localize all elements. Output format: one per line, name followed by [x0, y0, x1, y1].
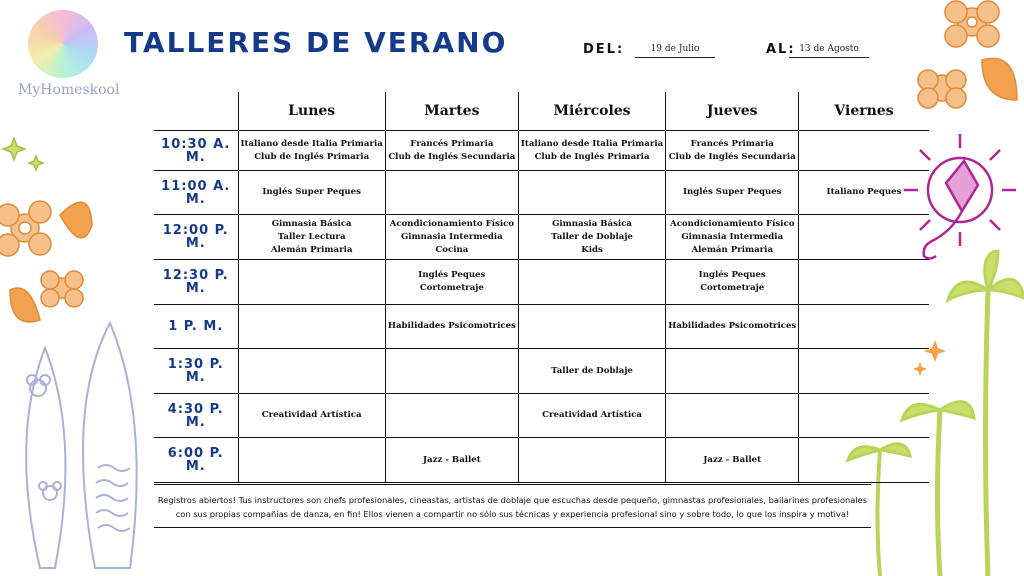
- day-header: Miércoles: [518, 92, 665, 131]
- class-cell: [385, 131, 518, 171]
- class-name: Gimnasia Intermedia: [681, 231, 784, 242]
- day-header: Jueves: [666, 92, 799, 131]
- time-cell: 1:30 P. M.: [154, 349, 238, 394]
- class-cell: [385, 349, 518, 394]
- class-cell: [238, 171, 385, 215]
- class-cell: [799, 349, 929, 394]
- time-cell: 6:00 P. M.: [154, 438, 238, 483]
- class-name: Taller de Doblaje: [551, 365, 633, 376]
- class-cell: [518, 349, 665, 394]
- class-cell: [799, 131, 929, 171]
- class-cell: [666, 394, 799, 438]
- class-cell: [385, 438, 518, 483]
- time-cell: 12:00 P. M.: [154, 215, 238, 260]
- class-name: Francés Primaria: [410, 138, 494, 149]
- logo-text: MyHomeskool: [18, 82, 120, 98]
- class-name: Acondicionamiento Físico: [389, 218, 515, 229]
- time-cell: 1 P. M.: [154, 305, 238, 349]
- class-cell: [518, 438, 665, 483]
- footer-text: Registros abiertos! Tus instructores son chefs profesionales, cineastas, artistas de doblaje que escuchas desde pequeño, gimnastas profesionales, bailarines profesionales con sus propias compañías de danza, en fin! Ellos vienen a compartir no sólo sus técnicas y experiencia profesional sino y sobre todo, lo que los inspira y motiva!: [154, 484, 871, 528]
- table-row: [154, 131, 929, 171]
- class-name: Club de Inglés Primaria: [534, 151, 650, 162]
- al-label: AL:: [766, 42, 796, 57]
- table-row: [154, 171, 929, 215]
- class-cell: [238, 215, 385, 260]
- class-name: Taller de Doblaje: [551, 231, 633, 242]
- class-name: Habilidades Psicomotrices: [668, 321, 797, 331]
- day-header: Viernes: [799, 92, 929, 131]
- class-cell: [238, 260, 385, 305]
- class-cell: [385, 305, 518, 349]
- class-cell: [238, 305, 385, 349]
- class-name: Kids: [581, 244, 603, 255]
- class-cell: [385, 215, 518, 260]
- class-cell: [518, 305, 665, 349]
- class-cell: [518, 394, 665, 438]
- class-cell: [799, 438, 929, 483]
- class-cell: [799, 215, 929, 260]
- class-cell: [666, 131, 799, 171]
- class-name: Italiano desde Italia Primaria: [520, 138, 664, 149]
- logo: [18, 10, 120, 98]
- class-name: Club de Inglés Secundaria: [388, 151, 516, 162]
- class-name: Inglés Super Peques: [682, 187, 782, 197]
- table-row: [154, 438, 929, 483]
- class-cell: [799, 260, 929, 305]
- time-cell: 10:30 A. M.: [154, 131, 238, 171]
- header-row: [154, 92, 929, 131]
- class-name: Alemán Primaria: [691, 244, 774, 255]
- class-cell: [238, 394, 385, 438]
- class-name: Acondicionamiento Físico: [670, 218, 795, 229]
- day-header: Lunes: [238, 92, 385, 131]
- class-name: Club de Inglés Primaria: [254, 151, 370, 162]
- class-name: Cortometraje: [700, 283, 765, 293]
- class-name: Francés Primaria: [690, 138, 774, 149]
- table-row: [154, 349, 929, 394]
- class-cell: [666, 260, 799, 305]
- class-name: Inglés Super Peques: [262, 187, 361, 197]
- class-name: Cocina: [435, 244, 469, 255]
- class-name: Jazz - Ballet: [422, 454, 481, 465]
- class-cell: [238, 349, 385, 394]
- class-cell: [238, 438, 385, 483]
- table-row: [154, 394, 929, 438]
- del-label: DEL:: [583, 42, 625, 57]
- class-cell: [666, 438, 799, 483]
- time-cell: 12:30 P. M.: [154, 260, 238, 305]
- class-name: Gimnasia Básica: [552, 218, 632, 229]
- table-row: [154, 215, 929, 260]
- surfboard-icon: [10, 318, 150, 576]
- class-cell: [238, 131, 385, 171]
- class-cell: [385, 171, 518, 215]
- corner-cell: [154, 92, 238, 131]
- class-cell: [666, 305, 799, 349]
- page-title: TALLERES DE VERANO: [124, 26, 508, 59]
- class-cell: [666, 349, 799, 394]
- class-cell: [518, 215, 665, 260]
- class-cell: [666, 215, 799, 260]
- class-cell: [799, 394, 929, 438]
- class-name: Jazz - Ballet: [703, 454, 762, 465]
- class-name: Inglés Peques: [418, 270, 486, 280]
- del-value: 19 de Julio: [635, 44, 715, 58]
- class-name: Italiano Peques: [826, 187, 902, 197]
- class-name: Alemán Primaria: [270, 244, 353, 255]
- flower-icon: [912, 0, 1024, 125]
- table-row: [154, 260, 929, 305]
- class-name: Gimnasia Básica: [271, 218, 352, 229]
- class-name: Gimnasia Intermedia: [400, 231, 503, 242]
- class-cell: [799, 305, 929, 349]
- class-cell: [518, 131, 665, 171]
- logo-icon: [28, 10, 98, 78]
- table-row: [154, 305, 929, 349]
- class-name: Taller Lectura: [277, 231, 346, 242]
- class-cell: [518, 260, 665, 305]
- class-cell: [385, 260, 518, 305]
- class-name: Creatividad Artística: [542, 410, 642, 420]
- class-cell: [799, 171, 929, 215]
- class-name: Cortometraje: [419, 283, 484, 293]
- class-name: Creatividad Artística: [261, 410, 362, 420]
- class-cell: [666, 171, 799, 215]
- day-header: Martes: [385, 92, 518, 131]
- time-cell: 11:00 A. M.: [154, 171, 238, 215]
- class-name: Habilidades Psicomotrices: [387, 321, 516, 331]
- class-name: Club de Inglés Secundaria: [668, 151, 796, 162]
- time-cell: 4:30 P. M.: [154, 394, 238, 438]
- class-cell: [385, 394, 518, 438]
- al-value: 13 de Agosto: [789, 44, 869, 58]
- class-name: Italiano desde Italia Primaria: [240, 138, 383, 149]
- schedule-table: [154, 92, 929, 483]
- class-name: Inglés Peques: [698, 270, 766, 280]
- flower-icon: [0, 120, 110, 340]
- class-cell: [518, 171, 665, 215]
